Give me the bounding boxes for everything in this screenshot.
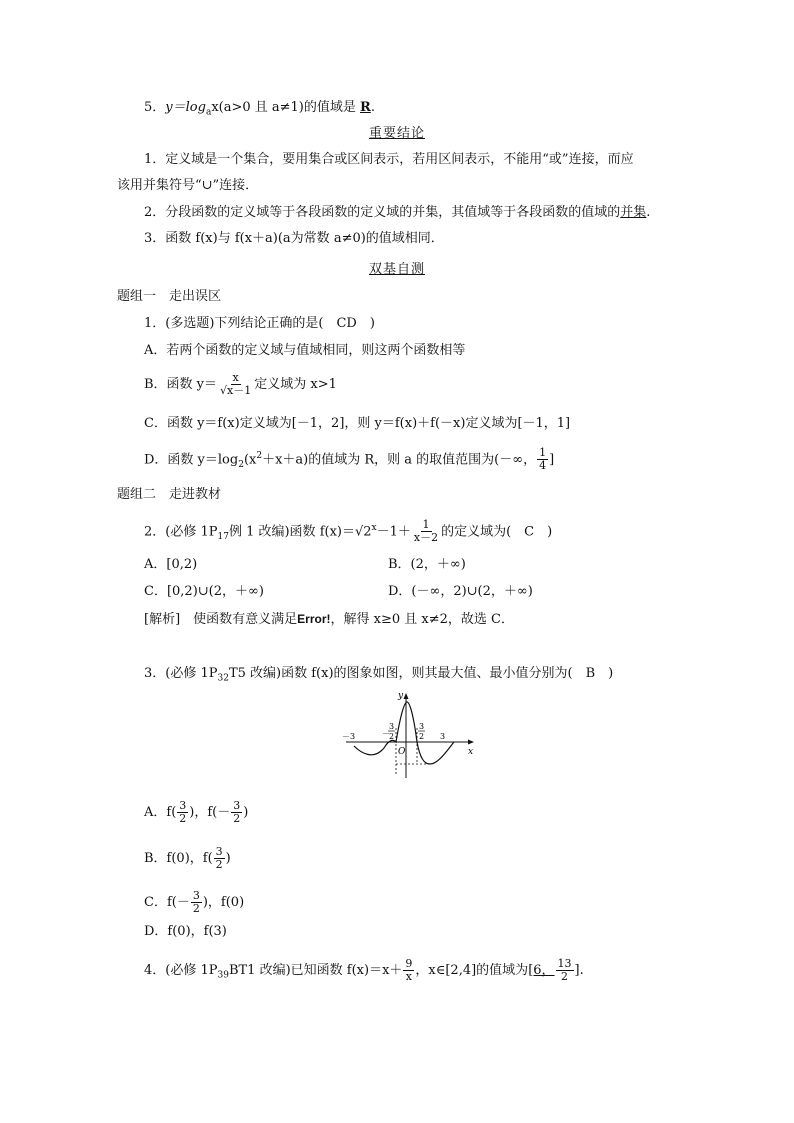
fraction xyxy=(191,890,202,915)
fraction-denominator: 2 xyxy=(215,858,223,871)
section-heading-self-test xyxy=(0,261,794,279)
question-4 xyxy=(144,958,584,985)
y-axis-arrow xyxy=(404,693,409,699)
group-1-title: 题组一 走出误区 xyxy=(117,289,222,304)
analysis-conclusion: ，解得 x≥0 且 x≠2，故选 C． xyxy=(330,612,514,627)
q2-suffix: 的定义域为( C ) xyxy=(441,524,553,540)
group-2-title: 题组二 走进教材 xyxy=(117,487,222,502)
q2-function: 例 1 改编)函数 f(x)＝√2 xyxy=(228,524,372,540)
period: . xyxy=(646,205,651,220)
fraction-denominator: √x－1 xyxy=(220,384,252,397)
conclusion-3: 3．函数 f(x)与 f(x＋a)(a为常数 a≠0)的值域相同． xyxy=(144,231,444,246)
conclusion-2-text: 2．分段函数的定义域等于各段函数的定义域的并集，其值域等于各段函数的值域的 xyxy=(144,205,621,220)
question-2-option-c: C．[0,2)∪(2，＋∞) xyxy=(144,584,264,599)
heading-text: 双基自测 xyxy=(368,262,425,277)
option-d-mid: (x xyxy=(243,452,257,468)
fraction-numerator: 13 xyxy=(557,957,572,970)
page-subscript: 39 xyxy=(217,970,229,981)
option-a-end: ) xyxy=(243,805,249,820)
question-3-option-c xyxy=(144,890,244,915)
fraction-denominator: 2 xyxy=(561,970,569,983)
option-b-end: ) xyxy=(225,851,231,866)
fraction-numerator: 9 xyxy=(405,957,413,970)
question-3-option-a xyxy=(144,800,248,825)
answer-blank xyxy=(528,957,580,983)
fraction xyxy=(403,958,414,983)
question-1-option-a: A．若两个函数的定义域与值域相同，则这两个函数相等 xyxy=(144,343,466,358)
option-d-suffix: ＋x＋a)的值域为 R，则 a 的取值范围为(－∞， xyxy=(262,452,537,468)
item-number: 5． xyxy=(144,100,166,115)
q3-prefix: 3．(必修 1P xyxy=(144,666,218,681)
question-1-option-b xyxy=(144,372,337,397)
q2-prefix: 2．(必修 1P xyxy=(144,524,218,540)
question-1-stem: 1．(多选题)下列结论正确的是( CD ) xyxy=(144,316,375,331)
answer-blank: R xyxy=(360,100,371,115)
fraction-numerator: 1 xyxy=(422,518,430,532)
fraction-numerator: 3 xyxy=(192,889,200,902)
fraction-numerator: 1 xyxy=(539,446,547,460)
error-marker: Error! xyxy=(297,612,331,626)
option-c-prefix: C．f(－ xyxy=(144,895,190,910)
q4-prefix: 4．(必修 1P xyxy=(144,963,218,978)
period: . xyxy=(579,963,584,978)
analysis-text: 使函数有意义满足 xyxy=(180,612,298,627)
fraction-denominator: 2 xyxy=(233,812,241,825)
analysis-label: [解析] xyxy=(144,612,181,627)
section-heading-conclusions xyxy=(0,125,794,143)
tick-label-neg-three-half-den: 2 xyxy=(389,732,395,741)
tick-label-three-half-num: 3 xyxy=(419,722,425,731)
question-3-stem xyxy=(144,665,613,688)
question-2-stem xyxy=(144,519,552,546)
answer-prefix: [6， xyxy=(528,963,555,978)
option-b-prefix: B．f(0)，f( xyxy=(144,851,213,866)
log-base: 2 xyxy=(238,459,244,470)
question-3-option-b xyxy=(144,846,231,871)
page-subscript: 17 xyxy=(217,531,229,542)
log-condition: x(a>0 且 a≠1)的值域是 xyxy=(211,100,361,115)
fraction xyxy=(218,372,253,397)
log-function: y＝log xyxy=(165,100,206,115)
fraction-numerator: 3 xyxy=(233,799,241,812)
heading-text: 重要结论 xyxy=(368,126,425,141)
bracket: ] xyxy=(549,452,555,468)
fraction xyxy=(412,519,440,544)
conclusion-2 xyxy=(144,204,650,222)
question-1-option-d xyxy=(144,447,554,474)
option-b-suffix: 定义域为 x>1 xyxy=(254,377,337,392)
question-2-option-d: D．(－∞，2)∪(2，＋∞) xyxy=(388,584,533,599)
tick-label-3: 3 xyxy=(440,732,446,741)
fraction-denominator: x xyxy=(405,970,413,983)
fraction xyxy=(177,800,188,825)
item-5 xyxy=(144,99,375,122)
q4-function: BT1 改编)已知函数 f(x)＝x＋ xyxy=(228,963,403,978)
fraction xyxy=(214,846,225,871)
q4-domain: ，x∈[2,4]的值域为 xyxy=(415,963,529,978)
question-2-option-a: A．[0,2) xyxy=(144,557,198,572)
x-axis-arrow xyxy=(468,740,474,745)
tick-label-neg-3: －3 xyxy=(342,732,356,741)
function-graph xyxy=(340,688,480,782)
fraction-numerator: 3 xyxy=(215,845,223,858)
tick-label-neg-sign: － xyxy=(382,729,390,738)
tick-label-three-half-den: 2 xyxy=(419,732,425,741)
page-subscript: 32 xyxy=(217,673,229,684)
fraction-denominator: x－2 xyxy=(413,531,439,545)
log-base: a xyxy=(205,107,212,118)
option-a-prefix: A．f( xyxy=(144,805,177,820)
answer-end: ] xyxy=(574,963,580,978)
fraction-numerator: x xyxy=(232,371,239,384)
conclusion-1-line1: 1．定义域是一个集合，要用集合或区间表示，若用区间表示，不能用“或”连接，而应 xyxy=(144,152,634,167)
option-a-mid: )，f(－ xyxy=(189,805,231,820)
y-axis-label: y xyxy=(398,691,404,701)
question-3-option-d: D．f(0)，f(3) xyxy=(144,924,227,939)
period: . xyxy=(370,100,375,115)
origin-label: O xyxy=(398,747,406,757)
q2-function-mid: －1＋ xyxy=(376,524,411,540)
x-axis-label: x xyxy=(468,747,474,757)
fraction-denominator: 2 xyxy=(192,902,200,915)
answer-blank: 并集 xyxy=(620,205,647,220)
fraction xyxy=(231,800,242,825)
fraction xyxy=(556,958,574,983)
fraction-denominator: 2 xyxy=(179,812,187,825)
question-2-analysis xyxy=(144,610,514,629)
option-c-end: )，f(0) xyxy=(202,895,245,910)
option-d-prefix: D．函数 y＝log xyxy=(144,452,239,468)
exponent: x xyxy=(371,523,377,533)
q3-suffix: T5 改编)函数 f(x)的图象如图，则其最大值、最小值分别为( B ) xyxy=(228,666,614,681)
tick-label-neg-three-half-num: 3 xyxy=(389,722,395,731)
fraction xyxy=(537,447,548,472)
fraction-denominator: 4 xyxy=(539,459,547,473)
question-1-option-c: C．函数 y＝f(x)定义域为[－1，2]，则 y＝f(x)＋f(－x)定义域为[－1，1] xyxy=(144,416,571,431)
option-b-prefix: B．函数 y＝ xyxy=(144,377,218,392)
fraction-numerator: 3 xyxy=(179,799,187,812)
question-2-option-b: B．(2，＋∞) xyxy=(388,557,466,572)
conclusion-1-line2: 该用并集符号“∪”连接． xyxy=(117,178,259,193)
exponent: 2 xyxy=(256,451,263,461)
